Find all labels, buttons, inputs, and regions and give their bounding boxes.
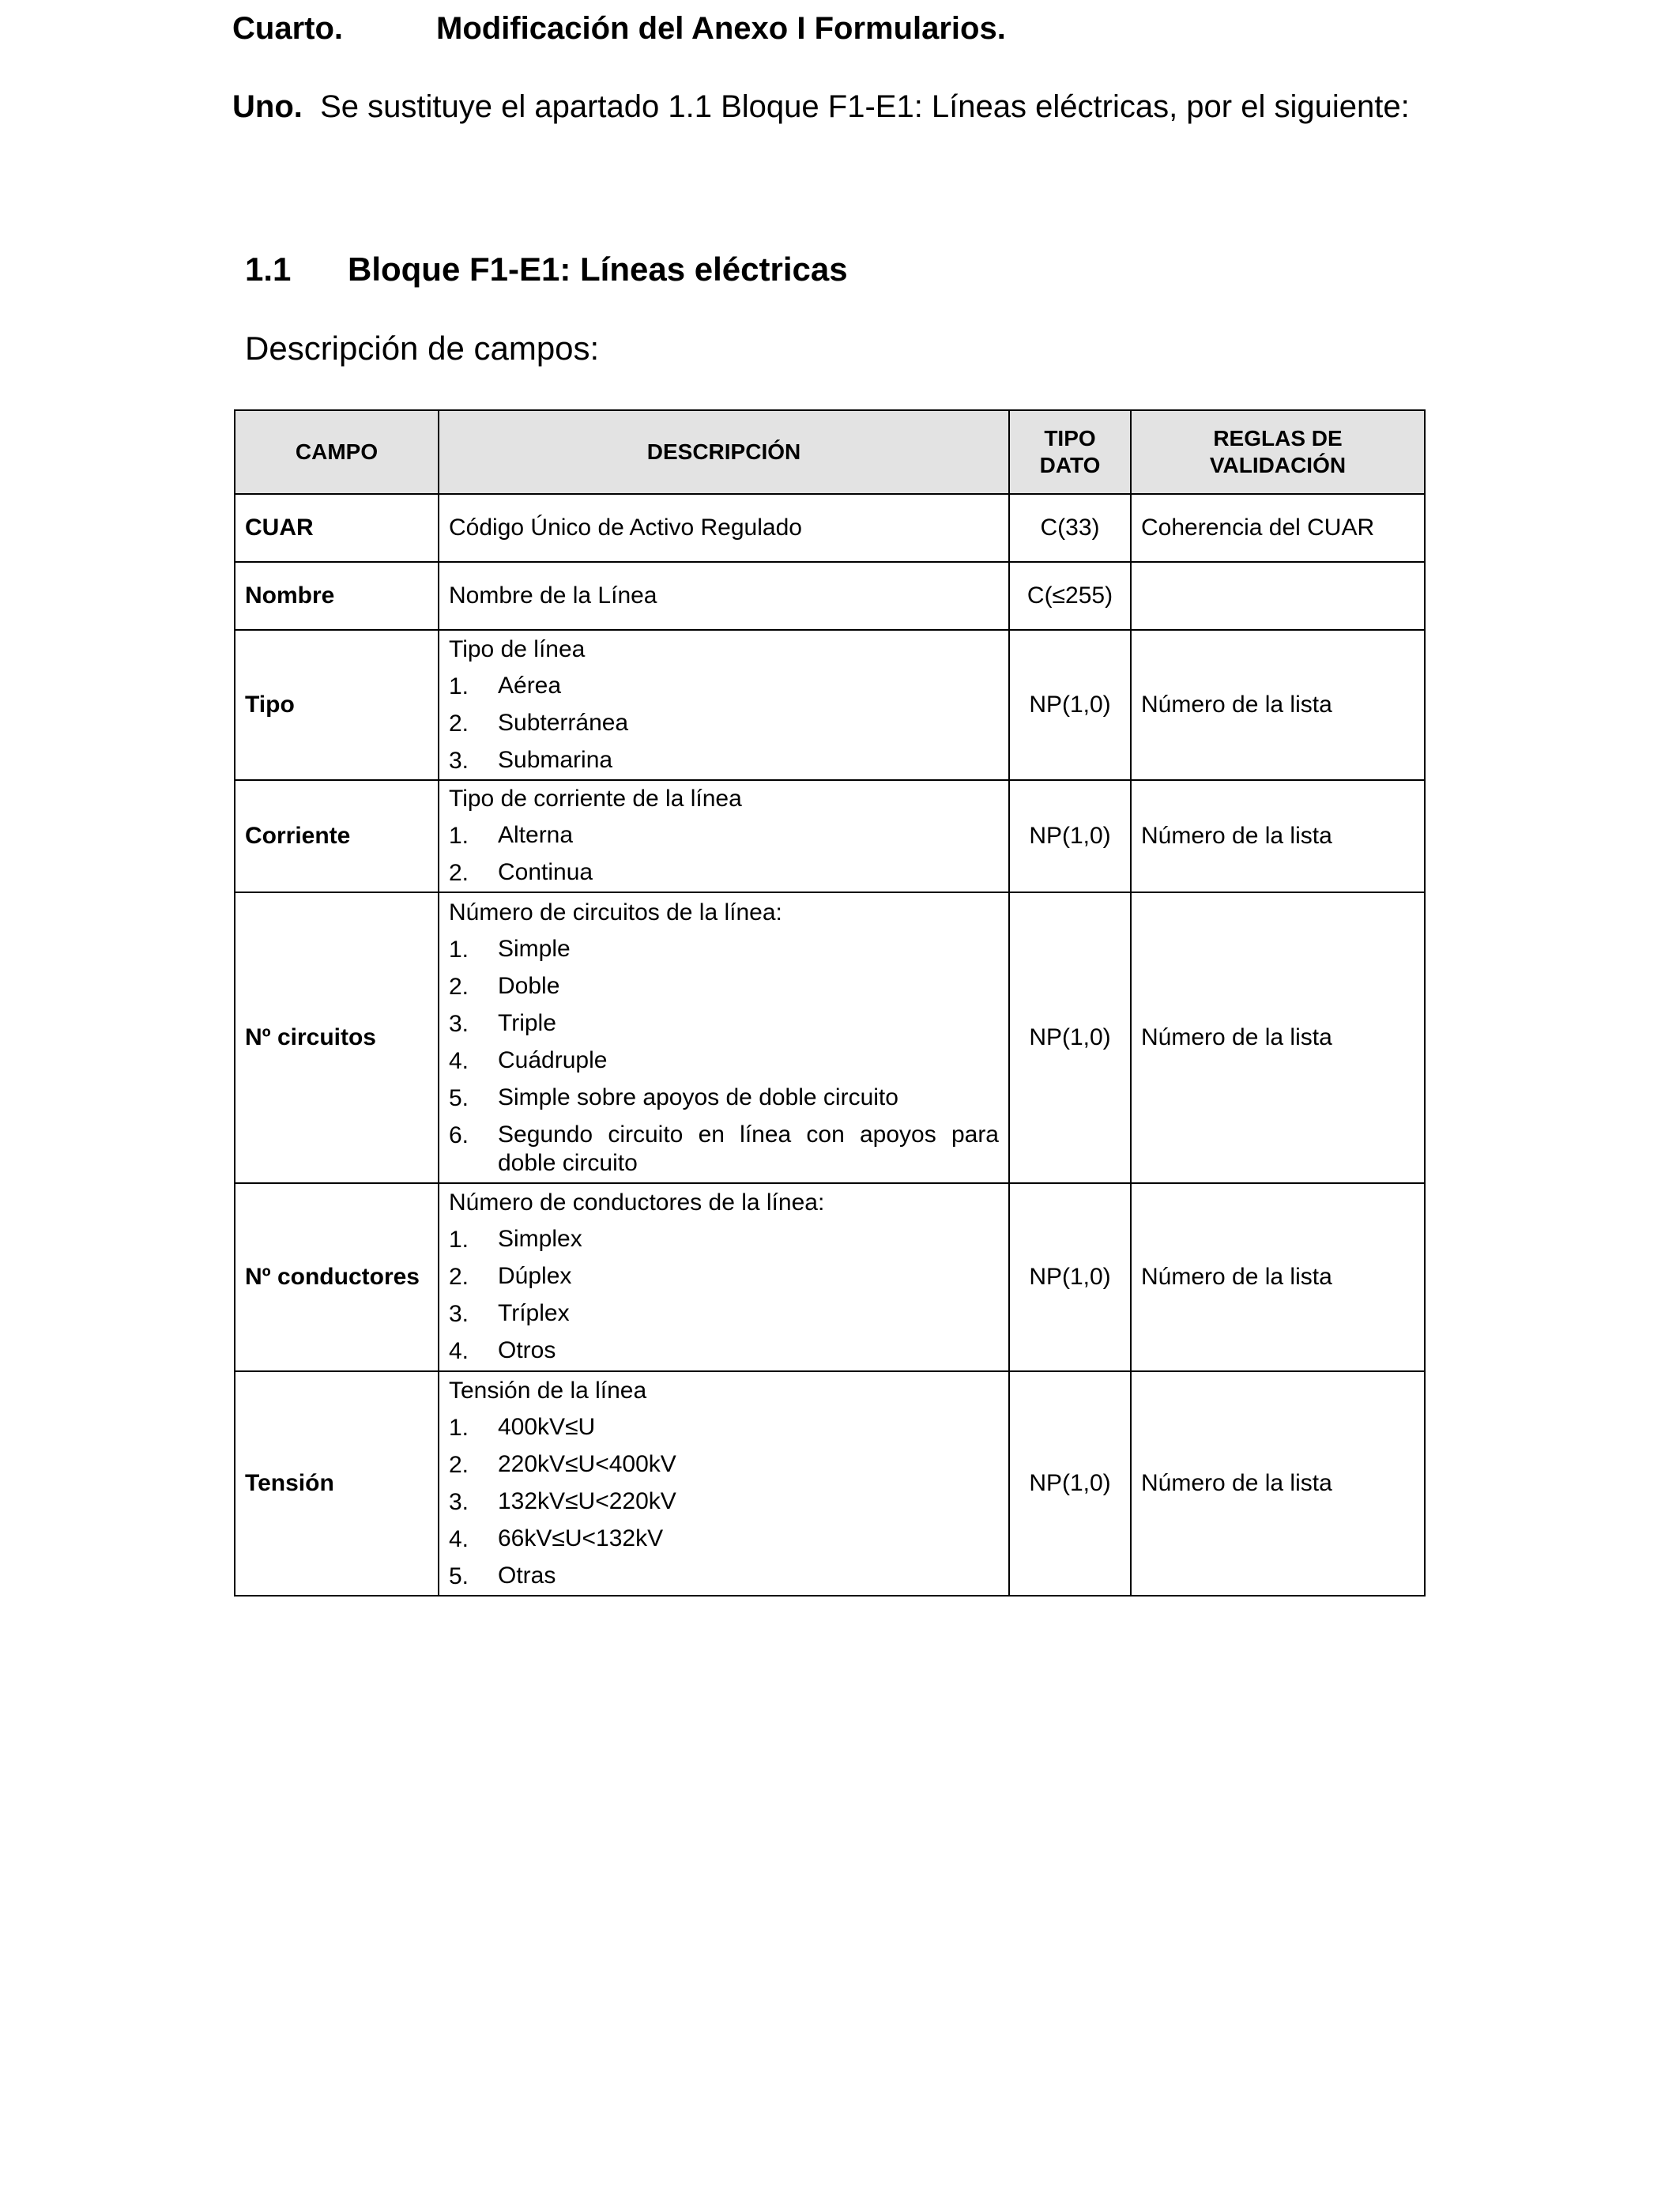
table-row [235,562,1425,630]
list-item-number: 4. [449,1048,469,1074]
list-item-text: 132kV≤U<220kV [498,1487,676,1514]
list-item-text: Simple [498,936,571,962]
list-item-text: Aérea [498,672,562,699]
cell-descripcion [439,1371,1009,1596]
list-item [449,1299,999,1329]
list-item-number: 2. [449,1264,469,1290]
cell-campo: Tipo [235,630,439,780]
list-item [449,1084,999,1114]
cell-descripcion [439,780,1009,892]
header-reglas [1131,410,1425,494]
cell-reglas: Coherencia del CUAR [1131,494,1425,562]
list-item-text: 66kV≤U<132kV [498,1525,664,1551]
cell-reglas [1131,562,1425,630]
option-list [449,672,999,776]
cell-tipo-dato: NP(1,0) [1009,892,1131,1183]
list-item-text: Cuádruple [498,1047,608,1073]
description-intro: Número de conductores de la línea: [449,1189,825,1216]
description-intro: Tipo de línea [449,635,586,662]
cell-campo: Tensión [235,1371,439,1596]
cell-reglas: Número de la lista [1131,1371,1425,1596]
list-item-number: 1. [449,1414,469,1441]
cell-descripcion [439,562,1009,630]
option-list [449,1413,999,1592]
cell-descripcion [439,630,1009,780]
cell-tipo-dato: NP(1,0) [1009,1183,1131,1371]
list-item-text: Tríplex [498,1300,570,1326]
cell-descripcion [439,494,1009,562]
cell-descripcion [439,1183,1009,1371]
list-item-number: 1. [449,823,469,849]
list-item [449,709,999,739]
list-item-number: 3. [449,1488,469,1515]
list-item-text: 220kV≤U<400kV [498,1450,676,1477]
document-heading [232,8,1006,49]
list-item-text: Simple sobre apoyos de doble circuito [498,1084,898,1110]
list-item [449,1487,999,1517]
cell-campo: Corriente [235,780,439,892]
list-item-text: Submarina [498,746,613,773]
list-item-text: Triple [498,1010,556,1036]
heading-label: Cuarto. [232,11,343,46]
intro-paragraph [232,87,1459,126]
cell-reglas: Número de la lista [1131,1183,1425,1371]
list-item-number: 4. [449,1338,469,1364]
header-descripcion: DESCRIPCIÓN [439,410,1009,494]
list-item [449,1121,999,1178]
list-item-number: 2. [449,860,469,886]
list-item-text: Otros [498,1337,556,1363]
table-row [235,1371,1425,1596]
list-item [449,1525,999,1555]
list-item [449,1562,999,1592]
list-item [449,821,999,851]
list-item-number: 5. [449,1085,469,1111]
cell-descripcion [439,892,1009,1183]
header-reglas-line2: VALIDACIÓN [1209,453,1347,477]
header-campo: CAMPO [235,410,439,494]
header-tipo-line1: TIPO [1044,426,1096,450]
description-label: Descripción de campos: [245,330,600,367]
list-item-text: Subterránea [498,709,629,736]
description-intro: Código Único de Activo Regulado [449,515,802,541]
cell-campo: Nº conductores [235,1183,439,1371]
list-item-text: 400kV≤U [498,1413,596,1440]
list-item [449,1009,999,1039]
list-item [449,1046,999,1076]
option-list [449,935,999,1178]
description-intro: Tensión de la línea [449,1377,647,1404]
cell-campo: Nº circuitos [235,892,439,1183]
table-row [235,780,1425,892]
list-item-text: Alterna [498,822,574,848]
list-item-number: 2. [449,974,469,1000]
list-item-text: Doble [498,973,560,999]
list-item-text: Simplex [498,1226,582,1252]
list-item [449,1225,999,1255]
cell-campo: Nombre [235,562,439,630]
description-intro: Tipo de corriente de la línea [449,786,742,812]
description-intro: Número de circuitos de la línea: [449,899,782,925]
option-list [449,1225,999,1367]
list-item-number: 1. [449,1227,469,1253]
heading-text: Modificación del Anexo I Formularios. [436,11,1006,46]
header-tipo-dato [1009,410,1131,494]
cell-reglas: Número de la lista [1131,780,1425,892]
section-title-text: Bloque F1-E1: Líneas eléctricas [348,251,848,288]
list-item [449,746,999,776]
cell-tipo-dato: C(≤255) [1009,562,1131,630]
list-item-text: Segundo circuito en línea con apoyos para doble circuito [498,1122,999,1176]
list-item-number: 2. [449,1451,469,1478]
option-list [449,821,999,888]
list-item [449,672,999,702]
cell-tipo-dato: NP(1,0) [1009,780,1131,892]
section-number: 1.1 [245,251,292,288]
cell-campo: CUAR [235,494,439,562]
paragraph-label: Uno. [232,89,303,124]
list-item [449,1262,999,1292]
list-item [449,1336,999,1367]
section-title [245,248,848,291]
list-item-number: 5. [449,1563,469,1589]
cell-tipo-dato: NP(1,0) [1009,1371,1131,1596]
cell-reglas: Número de la lista [1131,630,1425,780]
table-body [235,494,1425,1596]
list-item-number: 6. [449,1122,469,1148]
list-item [449,935,999,965]
description-intro: Nombre de la Línea [449,582,657,609]
table-row [235,892,1425,1183]
fields-table [234,409,1426,1596]
list-item-number: 3. [449,1301,469,1327]
list-item-number: 3. [449,747,469,774]
list-item [449,972,999,1002]
paragraph-text: Se sustituye el apartado 1.1 Bloque F1-E1: Líneas eléctricas, por el siguiente: [320,89,1410,124]
cell-tipo-dato: C(33) [1009,494,1131,562]
list-item-number: 4. [449,1525,469,1552]
table-row [235,630,1425,780]
list-item-text: Otras [498,1562,556,1589]
list-item-number: 2. [449,710,469,737]
table-row [235,1183,1425,1371]
list-item [449,1450,999,1480]
list-item-number: 1. [449,937,469,963]
list-item-number: 1. [449,673,469,699]
cell-tipo-dato: NP(1,0) [1009,630,1131,780]
list-item-text: Dúplex [498,1263,572,1289]
header-tipo-line2: DATO [1039,453,1101,477]
table-row [235,494,1425,562]
cell-reglas: Número de la lista [1131,892,1425,1183]
table-header-row [235,410,1425,494]
header-reglas-line1: REGLAS DE [1213,426,1343,450]
list-item-text: Continua [498,859,593,885]
list-item [449,1413,999,1443]
list-item-number: 3. [449,1011,469,1037]
list-item [449,858,999,888]
